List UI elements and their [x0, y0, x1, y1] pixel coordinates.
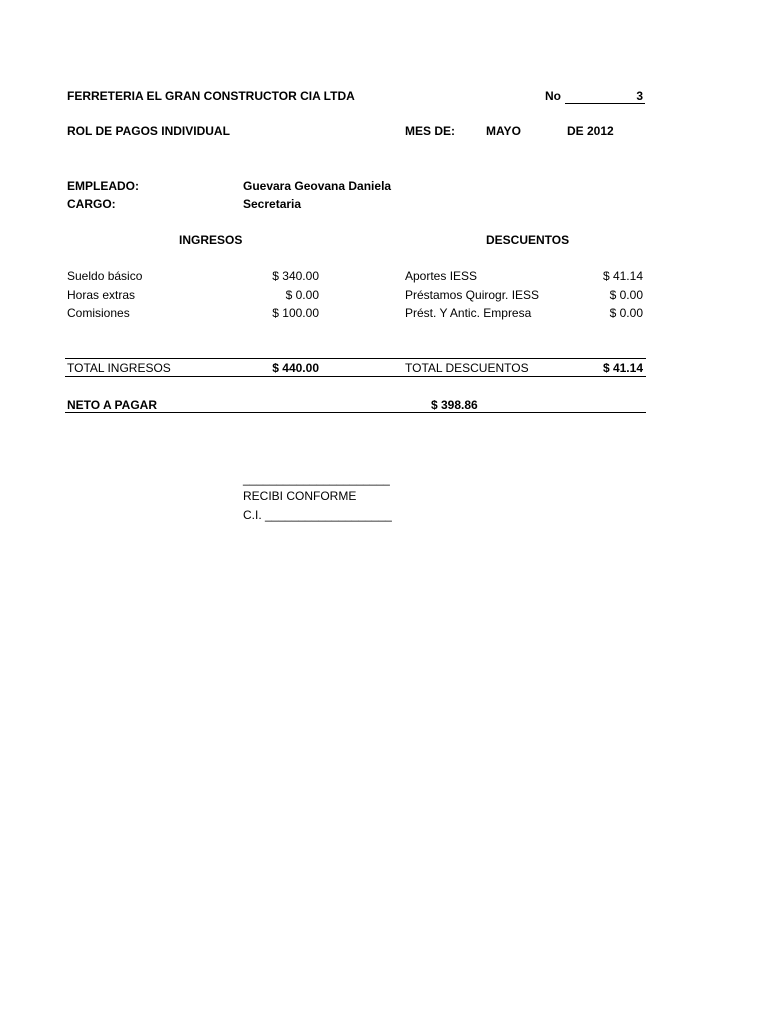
ingresos-item-label: Sueldo básico — [67, 269, 143, 283]
ingresos-item-label: Horas extras — [67, 288, 136, 302]
document-number-value: 3 — [636, 89, 643, 103]
employee-name: Guevara Geovana Daniela — [243, 179, 392, 193]
descuentos-item-label: Prést. Y Antic. Empresa — [405, 306, 532, 320]
month-value: MAYO — [486, 124, 521, 138]
ingresos-item-amount: $ 340.00 — [272, 269, 319, 283]
net-pay-amount: $ 398.86 — [431, 398, 478, 412]
descuentos-item-label: Préstamos Quirogr. IESS — [405, 288, 540, 302]
totals-bottom-rule — [65, 376, 646, 377]
document-title: ROL DE PAGOS INDIVIDUAL — [67, 124, 230, 138]
position-value: Secretaria — [243, 197, 302, 211]
descuentos-item-amount: $ 0.00 — [609, 306, 643, 320]
total-descuentos-label: TOTAL DESCUENTOS — [405, 361, 529, 375]
total-ingresos-label: TOTAL INGRESOS — [67, 361, 171, 375]
year-value: DE 2012 — [567, 124, 614, 138]
received-label: RECIBI CONFORME — [243, 489, 357, 503]
ingresos-heading: INGRESOS — [179, 233, 243, 247]
ci-field: C.I. ___________________ — [243, 508, 392, 522]
document-number-label: No — [545, 89, 561, 103]
employee-label: EMPLEADO: — [67, 179, 139, 193]
descuentos-item-amount: $ 0.00 — [609, 288, 643, 302]
descuentos-item-label: Aportes IESS — [405, 269, 478, 283]
descuentos-heading: DESCUENTOS — [486, 233, 570, 247]
position-label: CARGO: — [67, 197, 116, 211]
net-pay-label: NETO A PAGAR — [67, 398, 158, 412]
month-label: MES DE: — [405, 124, 456, 138]
total-descuentos-amount: $ 41.14 — [602, 361, 643, 375]
net-pay-rule — [65, 412, 646, 413]
signature-line: ______________________ — [243, 472, 390, 486]
ingresos-item-amount: $ 100.00 — [272, 306, 319, 320]
company-name: FERRETERIA EL GRAN CONSTRUCTOR CIA LTDA — [67, 89, 355, 103]
total-ingresos-amount: $ 440.00 — [272, 361, 319, 375]
ingresos-item-amount: $ 0.00 — [285, 288, 319, 302]
totals-top-rule — [65, 358, 646, 359]
ingresos-item-label: Comisiones — [67, 306, 130, 320]
descuentos-item-amount: $ 41.14 — [602, 269, 643, 283]
document-number-underline — [565, 103, 645, 104]
